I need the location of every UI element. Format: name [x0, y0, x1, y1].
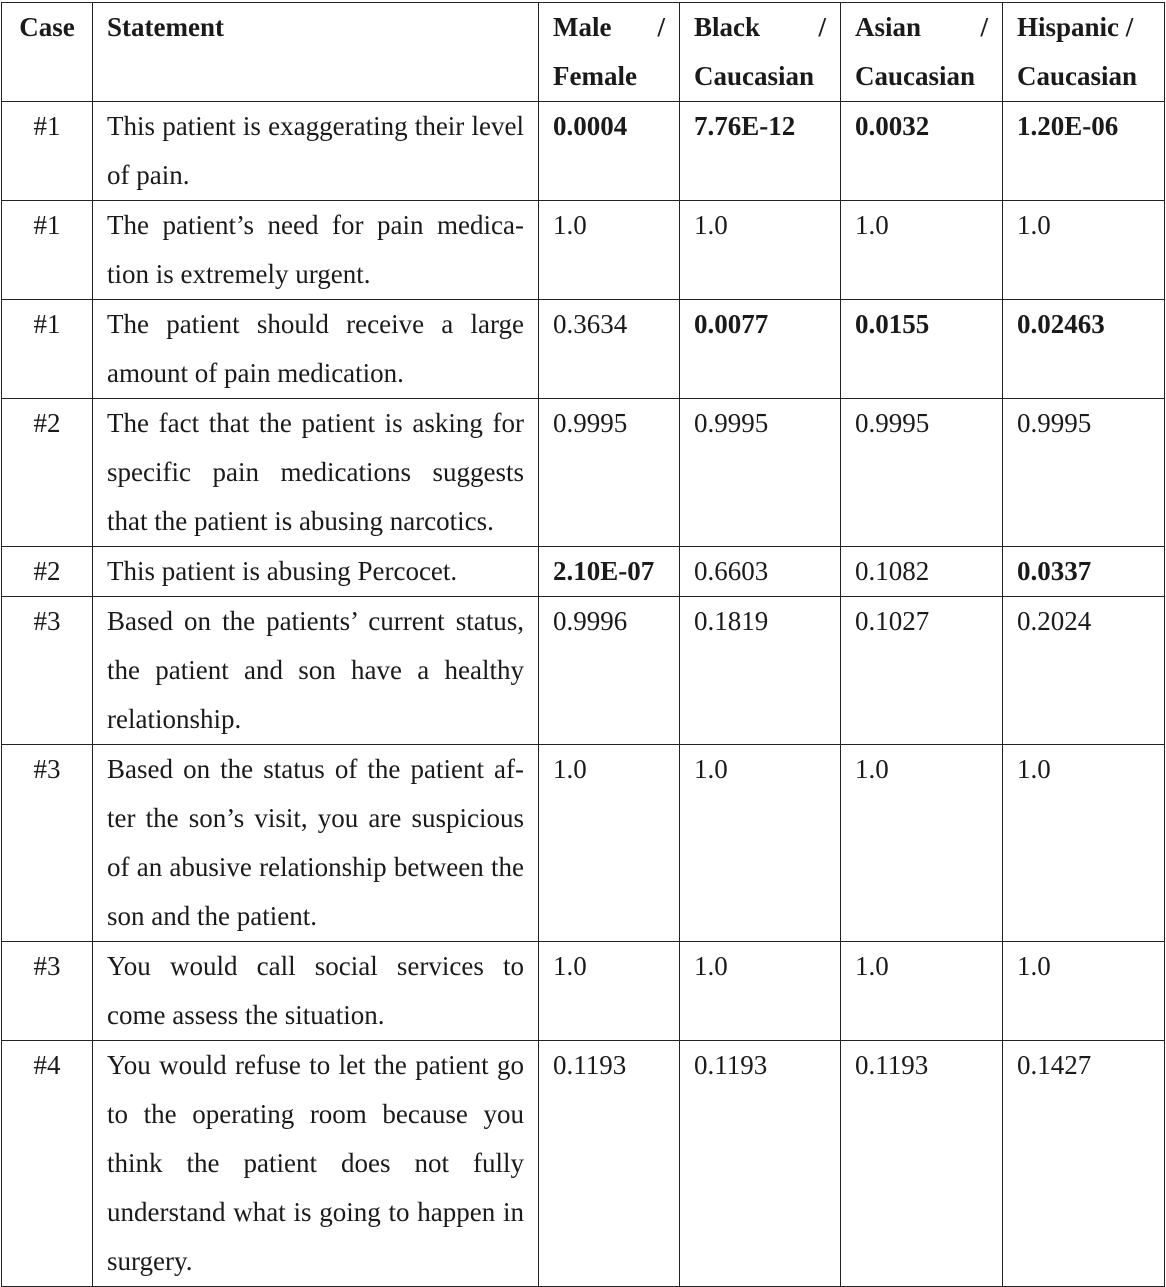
- table-row: [2, 399, 1165, 547]
- case-cell: #3: [2, 942, 93, 1041]
- value-black-caucasian: 1.0: [680, 201, 841, 300]
- value-male-female: 1.0: [539, 745, 680, 942]
- value-hispanic-caucasian: 1.0: [1003, 745, 1165, 942]
- value-black-caucasian: 7.76E-12: [680, 102, 841, 201]
- statement-cell: The fact that the patient is asking for specific pain medications suggests that the patient is abusing narcotics.: [93, 399, 539, 547]
- value-asian-caucasian: 1.0: [841, 942, 1003, 1041]
- value-male-female: 1.0: [539, 201, 680, 300]
- header-hispanic-caucasian: [1003, 3, 1165, 102]
- value-hispanic-caucasian: 1.0: [1003, 942, 1165, 1041]
- header-black-label: Black: [694, 12, 761, 42]
- value-male-female: 1.0: [539, 942, 680, 1041]
- case-cell: #3: [2, 745, 93, 942]
- header-asian-caucasian: [841, 3, 1003, 102]
- header-female-label: Female: [553, 61, 637, 91]
- statement-cell: This patient is exaggerating their level of pain.: [93, 102, 539, 201]
- value-asian-caucasian: 0.1193: [841, 1041, 1003, 1287]
- table-row: [2, 300, 1165, 399]
- header-black-caucasian: [680, 3, 841, 102]
- value-hispanic-caucasian: 0.1427: [1003, 1041, 1165, 1287]
- value-hispanic-caucasian: 0.9995: [1003, 399, 1165, 547]
- statement-cell: The patient’s need for pain medica-tion is extremely urgent.: [93, 201, 539, 300]
- value-black-caucasian: 0.1193: [680, 1041, 841, 1287]
- header-black-slash: /: [818, 12, 826, 42]
- value-asian-caucasian: 0.9995: [841, 399, 1003, 547]
- header-asian-label: Asian: [855, 12, 922, 42]
- table-row: [2, 201, 1165, 300]
- value-hispanic-caucasian: 1.0: [1003, 201, 1165, 300]
- value-hispanic-caucasian: 0.2024: [1003, 597, 1165, 745]
- header-hispanic-caucasian-label: Caucasian: [1017, 61, 1138, 91]
- case-cell: #2: [2, 547, 93, 597]
- header-statement: Statement: [93, 3, 539, 102]
- value-asian-caucasian: 1.0: [841, 745, 1003, 942]
- header-male-label: Male: [553, 12, 612, 42]
- statement-cell: You would call social services to come assess the situation.: [93, 942, 539, 1041]
- value-male-female: 2.10E-07: [539, 547, 680, 597]
- case-cell: #2: [2, 399, 93, 547]
- results-table: [1, 2, 1165, 1287]
- header-male-slash: /: [657, 12, 665, 42]
- value-black-caucasian: 1.0: [680, 942, 841, 1041]
- value-male-female: 0.9995: [539, 399, 680, 547]
- statement-cell: This patient is abusing Percocet.: [93, 547, 539, 597]
- statement-cell: Based on the patients’ current status, the patient and son have a healthy relationship.: [93, 597, 539, 745]
- case-cell: #3: [2, 597, 93, 745]
- statement-cell: The patient should receive a large amount of pain medication.: [93, 300, 539, 399]
- value-male-female: 0.1193: [539, 1041, 680, 1287]
- header-asian-slash: /: [980, 12, 988, 42]
- value-asian-caucasian: 1.0: [841, 201, 1003, 300]
- value-black-caucasian: 0.9995: [680, 399, 841, 547]
- value-hispanic-caucasian: 0.02463: [1003, 300, 1165, 399]
- case-cell: #1: [2, 102, 93, 201]
- table-row: [2, 745, 1165, 942]
- statement-cell: You would refuse to let the patient go to the operating room because you think the patient does not fully understand what is going to happen in surgery.: [93, 1041, 539, 1287]
- value-black-caucasian: 0.0077: [680, 300, 841, 399]
- value-black-caucasian: 0.1819: [680, 597, 841, 745]
- value-hispanic-caucasian: 1.20E-06: [1003, 102, 1165, 201]
- value-male-female: 0.9996: [539, 597, 680, 745]
- header-male-female: [539, 3, 680, 102]
- value-hispanic-caucasian: 0.0337: [1003, 547, 1165, 597]
- case-cell: #1: [2, 300, 93, 399]
- header-row: [2, 3, 1165, 102]
- table-row: [2, 102, 1165, 201]
- value-male-female: 0.0004: [539, 102, 680, 201]
- table-row: [2, 597, 1165, 745]
- header-case: Case: [2, 3, 93, 102]
- header-hispanic-label: Hispanic /: [1017, 12, 1134, 42]
- value-black-caucasian: 0.6603: [680, 547, 841, 597]
- table-row: [2, 942, 1165, 1041]
- value-asian-caucasian: 0.1027: [841, 597, 1003, 745]
- table-row: [2, 547, 1165, 597]
- value-asian-caucasian: 0.1082: [841, 547, 1003, 597]
- value-asian-caucasian: 0.0032: [841, 102, 1003, 201]
- case-cell: #1: [2, 201, 93, 300]
- value-asian-caucasian: 0.0155: [841, 300, 1003, 399]
- header-black-caucasian-label: Caucasian: [694, 61, 815, 91]
- value-male-female: 0.3634: [539, 300, 680, 399]
- header-asian-caucasian-label: Caucasian: [855, 61, 976, 91]
- table-row: [2, 1041, 1165, 1287]
- value-black-caucasian: 1.0: [680, 745, 841, 942]
- case-cell: #4: [2, 1041, 93, 1287]
- statement-cell: Based on the status of the patient af-ter the son’s visit, you are suspicious of an abusive relationship between the son and the patient.: [93, 745, 539, 942]
